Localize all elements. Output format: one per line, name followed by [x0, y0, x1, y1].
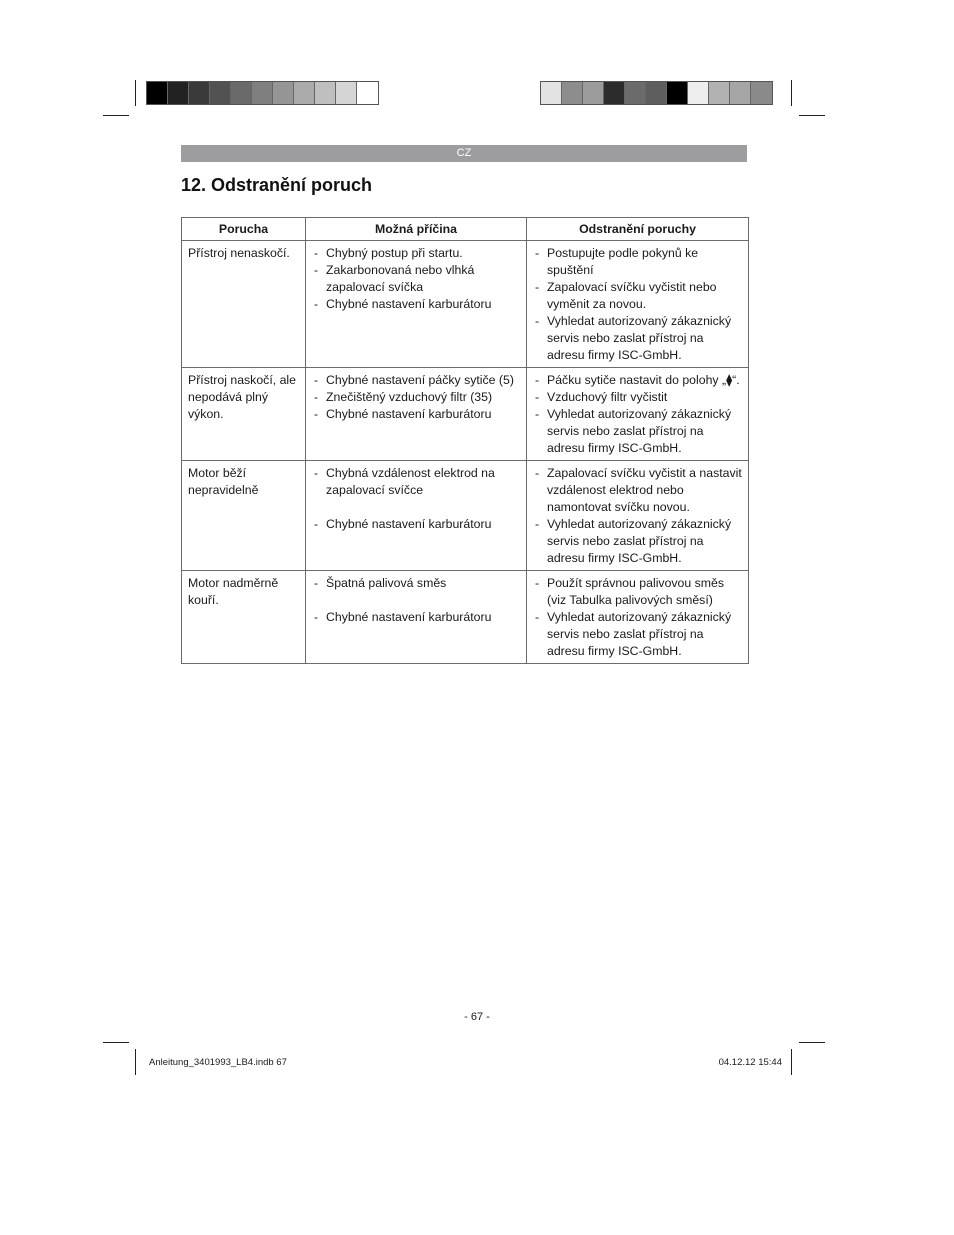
cause-list — [312, 245, 522, 313]
color-swatch — [541, 82, 562, 104]
crop-mark — [103, 115, 129, 116]
color-swatch — [709, 82, 730, 104]
color-swatch — [294, 82, 315, 104]
fault-cell: Motor nadměrně kouří. — [182, 571, 306, 664]
crop-mark — [103, 1042, 129, 1043]
color-swatch — [730, 82, 751, 104]
list-item: - Chybný postup při startu. — [312, 245, 522, 262]
fault-cell: Motor běží nepravidelně — [182, 461, 306, 571]
color-swatch — [357, 82, 378, 104]
color-swatch — [604, 82, 625, 104]
table-row — [182, 368, 749, 461]
cause-cell — [306, 461, 527, 571]
troubleshooting-table — [181, 217, 749, 664]
crop-mark — [799, 1042, 825, 1043]
remedy-list — [533, 245, 744, 364]
list-item: - Zapalovací svíčku vyčistit nebo vyměnit za novou. — [533, 279, 744, 313]
remedy-cell — [527, 368, 749, 461]
crop-mark — [799, 115, 825, 116]
list-item: - Použít správnou palivovou směs (viz Tabulka palivových směsí) — [533, 575, 744, 609]
color-swatch — [315, 82, 336, 104]
list-item: - Chybné nastavení karburátoru — [312, 406, 522, 423]
cause-list — [312, 372, 522, 423]
remedy-list — [533, 465, 744, 567]
list-item: - Chybné nastavení karburátoru — [312, 296, 522, 313]
remedy-list — [533, 372, 744, 457]
list-item: - Vyhledat autorizovaný zákaznický servis nebo zaslat přístroj na adresu firmy ISC-GmbH. — [533, 516, 744, 567]
cause-cell — [306, 368, 527, 461]
crop-mark — [135, 1049, 136, 1075]
color-swatch — [147, 82, 168, 104]
color-swatch — [667, 82, 688, 104]
cause-cell — [306, 571, 527, 664]
list-item: - Chybná vzdálenost elektrod na zapalovací svíčce — [312, 465, 522, 499]
list-item: - Chybné nastavení páčky sytiče (5) — [312, 372, 522, 389]
color-swatch — [751, 82, 772, 104]
list-item: - Vyhledat autorizovaný zákaznický servis nebo zaslat přístroj na adresu firmy ISC-GmbH. — [533, 313, 744, 364]
color-swatch — [646, 82, 667, 104]
remedy-cell — [527, 571, 749, 664]
color-swatch-bar-right — [540, 81, 773, 105]
list-item: - Postupujte podle pokynů ke spuštění — [533, 245, 744, 279]
list-item: - Chybné nastavení karburátoru — [312, 516, 522, 533]
list-item: - Vyhledat autorizovaný zákaznický servis nebo zaslat přístroj na adresu firmy ISC-GmbH. — [533, 406, 744, 457]
table-header-row — [182, 218, 749, 241]
column-header-cause: Možná příčina — [306, 218, 527, 241]
color-swatch — [273, 82, 294, 104]
crop-mark — [791, 80, 792, 106]
list-item: - Znečištěný vzduchový filtr (35) — [312, 389, 522, 406]
color-swatch — [168, 82, 189, 104]
color-swatch — [210, 82, 231, 104]
fault-cell: Přístroj nenaskočí. — [182, 241, 306, 368]
color-swatch — [252, 82, 273, 104]
list-item: - Chybné nastavení karburátoru — [312, 609, 522, 626]
cause-list — [312, 575, 522, 626]
color-swatch — [231, 82, 252, 104]
list-item: - Páčku sytiče nastavit do polohy „⧫“. — [533, 372, 744, 389]
color-swatch-bar-left — [146, 81, 379, 105]
list-item: - Zakarbonovaná nebo vlhká zapalovací svíčka — [312, 262, 522, 296]
language-tag-bar: CZ — [181, 145, 747, 162]
crop-mark — [791, 1049, 792, 1075]
color-swatch — [625, 82, 646, 104]
remedy-list — [533, 575, 744, 660]
footer-date: 04.12.12 15:44 — [718, 1057, 782, 1068]
list-item: - Vzduchový filtr vyčistit — [533, 389, 744, 406]
table-row — [182, 461, 749, 571]
column-header-fault: Porucha — [182, 218, 306, 241]
cause-list — [312, 465, 522, 533]
table-row — [182, 241, 749, 368]
fault-cell: Přístroj naskočí, ale nepodává plný výkon. — [182, 368, 306, 461]
page-number: - 67 - — [464, 1011, 490, 1023]
list-item: - Špatná palivová směs — [312, 575, 522, 592]
list-item: - Vyhledat autorizovaný zákaznický servis nebo zaslat přístroj na adresu firmy ISC-GmbH. — [533, 609, 744, 660]
column-header-remedy: Odstranění poruchy — [527, 218, 749, 241]
table-row — [182, 571, 749, 664]
color-swatch — [688, 82, 709, 104]
remedy-cell — [527, 461, 749, 571]
cause-cell — [306, 241, 527, 368]
color-swatch — [336, 82, 357, 104]
list-item: - Zapalovací svíčku vyčistit a nastavit vzdálenost elektrod nebo namontovat svíčku novou. — [533, 465, 744, 516]
remedy-cell — [527, 241, 749, 368]
crop-mark — [135, 80, 136, 106]
color-swatch — [189, 82, 210, 104]
color-swatch — [583, 82, 604, 104]
section-title: 12. Odstranění poruch — [181, 175, 373, 195]
color-swatch — [562, 82, 583, 104]
footer-file-name: Anleitung_3401993_LB4.indb 67 — [149, 1057, 287, 1068]
